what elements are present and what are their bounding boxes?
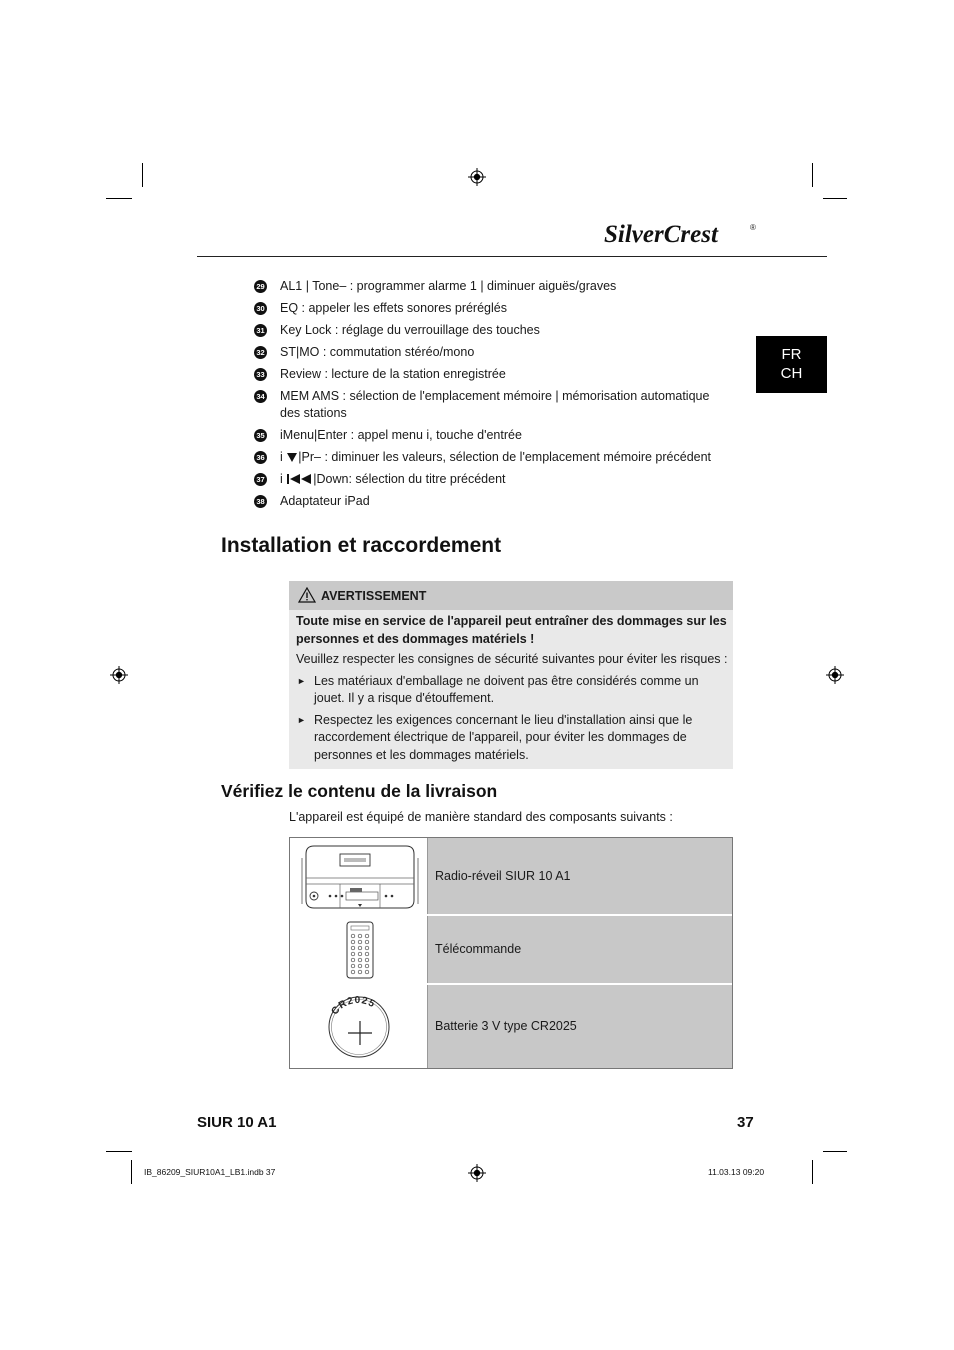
remote-control-icon: [290, 916, 428, 983]
brand-logo: [604, 221, 764, 257]
crop-mark: [823, 1151, 847, 1152]
control-list: [254, 278, 724, 515]
list-item-text: EQ : appeler les effets sonores préréglés: [280, 301, 507, 315]
component-image-cell: [290, 916, 428, 983]
header-rule: [197, 256, 827, 257]
item-number-badge: 31: [254, 324, 267, 337]
warning-bullet-text: Les matériaux d'emballage ne doivent pas être considérés comme un jouet. Il y a risque d'étouffement.: [314, 673, 699, 705]
component-label-cell: [428, 838, 732, 914]
list-item: [254, 427, 724, 444]
language-code-ch: CH: [780, 365, 803, 382]
triangle-down-icon: [286, 452, 298, 463]
table-row: [290, 838, 732, 914]
print-slug-date: 11.03.13 09:20: [708, 1167, 765, 1177]
component-image-cell: [290, 838, 428, 914]
table-row: [290, 916, 732, 983]
delivery-table: [289, 837, 733, 1069]
crop-mark: [823, 198, 847, 199]
warning-bullet: [296, 712, 728, 765]
component-label: Télécommande: [435, 942, 522, 956]
list-item: [254, 493, 724, 510]
print-slug-file: IB_86209_SIUR10A1_LB1.indb 37: [144, 1167, 276, 1177]
item-number-badge: 29: [254, 280, 267, 293]
list-item: [254, 471, 724, 488]
language-code-fr: FR: [781, 346, 802, 363]
warning-box: [289, 581, 733, 769]
bullet-arrow-icon: ►: [297, 714, 306, 725]
delivery-intro: L'appareil est équipé de manière standard des composants suivants :: [289, 810, 673, 824]
list-item: [254, 366, 724, 383]
list-item: [254, 449, 724, 466]
list-item: [254, 344, 724, 361]
crop-mark: [106, 198, 132, 199]
item-number-badge: 33: [254, 368, 267, 381]
warning-triangle-icon: [298, 587, 316, 603]
brand-name: SilverCrest: [604, 221, 718, 248]
crop-mark: [812, 163, 813, 187]
table-row: [290, 985, 732, 1068]
list-item-text: Key Lock : réglage du verrouillage des touches: [280, 323, 540, 337]
component-label: Batterie 3 V type CR2025: [435, 1019, 577, 1033]
crop-mark: [812, 1160, 813, 1184]
list-item-text: iMenu|Enter : appel menu i, touche d'entrée: [280, 428, 522, 442]
item-number-badge: 34: [254, 390, 267, 403]
coin-battery-icon: [290, 985, 428, 1068]
list-item-prefix: i: [280, 472, 283, 486]
warning-label: AVERTISSEMENT: [321, 589, 427, 603]
warning-bullet-text: Respectez les exigences concernant le lieu d'installation ainsi que le raccordement électrique de l'appareil, pour éviter les dommages de personnes et les dommages matériels.: [314, 712, 693, 762]
list-item-text: Adaptateur iPad: [280, 494, 370, 508]
list-item: [254, 388, 724, 422]
warning-intro: Veuillez respecter les consignes de sécurité suivantes pour éviter les risques :: [296, 652, 728, 666]
registration-mark-icon: [468, 168, 486, 186]
item-number-badge: 36: [254, 451, 267, 464]
item-number-badge: 37: [254, 473, 267, 486]
battery-marking: CR2025: [329, 994, 378, 1018]
skip-back-icon: [286, 473, 313, 485]
brand-registered-mark: ®: [750, 223, 756, 232]
item-number-badge: 35: [254, 429, 267, 442]
bullet-arrow-icon: ►: [297, 675, 306, 686]
footer-model: SIUR 10 A1: [197, 1114, 277, 1131]
item-number-badge: 32: [254, 346, 267, 359]
list-item-text: AL1 | Tone– : programmer alarme 1 | diminuer aiguës/graves: [280, 279, 617, 293]
crop-mark: [106, 1151, 132, 1152]
list-item: [254, 300, 724, 317]
item-number-badge: 38: [254, 495, 267, 508]
warning-bullet: [296, 673, 728, 708]
component-label-cell: [428, 985, 732, 1068]
list-item-text: ST|MO : commutation stéréo/mono: [280, 345, 475, 359]
radio-alarm-icon: [290, 838, 428, 914]
list-item-text: MEM AMS : sélection de l'emplacement mémoire | mémorisation automatique des stations: [280, 389, 710, 420]
crop-mark: [131, 1160, 132, 1184]
list-item: [254, 278, 724, 295]
list-item-prefix: i: [280, 450, 283, 464]
registration-mark-icon: [826, 666, 844, 684]
component-image-cell: [290, 985, 428, 1068]
crop-mark: [142, 163, 143, 187]
warning-body: [296, 613, 728, 768]
list-item: [254, 322, 724, 339]
list-item-suffix: |Down: sélection du titre précédent: [313, 472, 506, 486]
component-label-cell: [428, 916, 732, 983]
subsection-title: Vérifiez le contenu de la livraison: [221, 781, 498, 801]
registration-mark-icon: [468, 1164, 486, 1182]
component-label: Radio-réveil SIUR 10 A1: [435, 869, 571, 883]
page-number: 37: [737, 1114, 754, 1131]
item-number-badge: 30: [254, 302, 267, 315]
registration-mark-icon: [110, 666, 128, 684]
list-item-suffix: |Pr– : diminuer les valeurs, sélection de l'emplacement mémoire précédent: [298, 450, 712, 464]
warning-bold-text: Toute mise en service de l'appareil peut entraîner des dommages sur les personnes et des dommages matériels !: [296, 614, 727, 646]
language-badge: [756, 336, 827, 393]
list-item-text: Review : lecture de la station enregistrée: [280, 367, 506, 381]
warning-header: [289, 581, 733, 610]
section-title: Installation et raccordement: [221, 534, 502, 557]
